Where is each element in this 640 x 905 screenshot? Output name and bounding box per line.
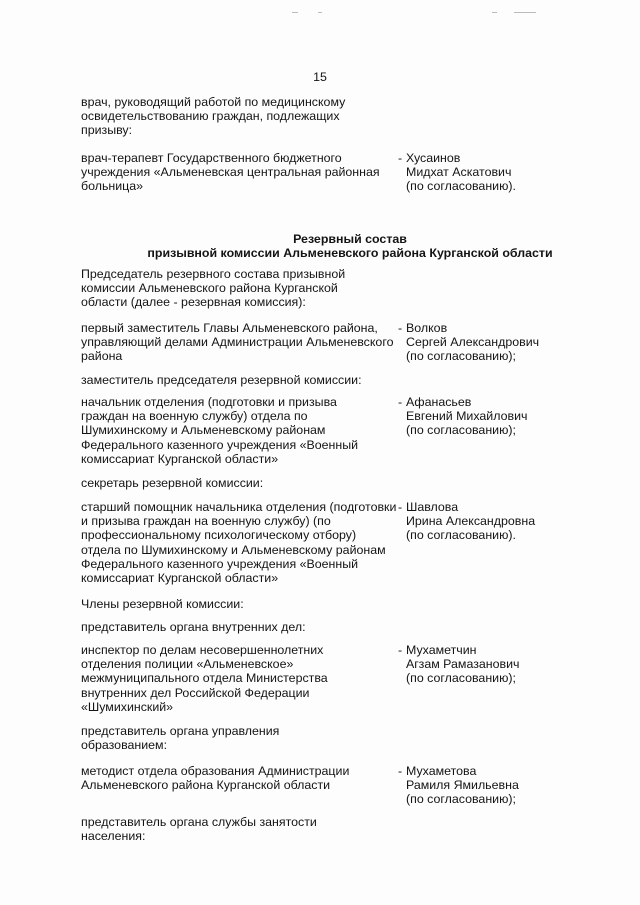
education-position: методист отдела образования Администрации Альменевского района Курганской области <box>81 764 350 793</box>
therapist-position: врач-терапевт Государственного бюджетного учреждения «Альменевская центральная районная больница» <box>81 151 380 194</box>
deputy-name: Евгений Михайлович <box>406 409 528 424</box>
scan-speck <box>514 12 536 13</box>
chairman-label: Председатель резервного состава призывной комиссии Альменевского района Курганской области (далее - резервная комиссия): <box>81 267 346 310</box>
first-deputy-position: первый заместитель Главы Альменевского района, управляющий делами Администрации Альменевского района <box>81 321 394 364</box>
education-person <box>406 764 519 807</box>
first-deputy-person <box>406 321 539 364</box>
police-note: (по согласованию); <box>406 671 516 686</box>
deputy-person <box>406 395 527 438</box>
secretary-surname: Шавлова <box>406 500 459 514</box>
deputy-dash: - <box>398 395 403 409</box>
page-number: 15 <box>313 70 327 84</box>
therapist-name: Мидхат Аскатович <box>406 165 512 180</box>
education-label: представитель органа управления образованием: <box>81 724 280 753</box>
secretary-name: Ирина Александровна <box>406 514 536 529</box>
deputy-note: (по согласованию); <box>406 423 516 438</box>
first-deputy-note: (по согласованию); <box>406 349 516 364</box>
first-deputy-dash: - <box>398 321 403 335</box>
police-label: представитель органа внутренних дел: <box>81 620 306 634</box>
police-name: Агзам Рамазанович <box>406 657 520 672</box>
scan-speck <box>492 12 497 13</box>
education-note: (по согласованию); <box>406 792 516 807</box>
secretary-position: старший помощник начальника отделения (подготовки и призыва граждан на военную службу) (по профессиональному психологическому отбору) отдела по Шумихинскому и Альменевскому районам Федерального казенного учреждения «Военный комиссариат Курганской области» <box>81 500 397 586</box>
secretary-dash: - <box>398 500 403 514</box>
section-heading-title: Резервный состав <box>293 232 407 246</box>
section-heading <box>60 232 640 260</box>
police-surname: Мухаметчин <box>406 643 477 657</box>
section-heading-subtitle: призывной комиссии Альменевского района Курганской области <box>147 246 553 261</box>
medical-chief-role: врач, руководящий работой по медицинскому освидетельствованию граждан, подлежащих призыву: <box>81 95 346 138</box>
education-surname: Мухаметова <box>406 764 477 778</box>
therapist-note: (по согласованию). <box>406 179 516 194</box>
police-position: инспектор по делам несовершеннолетних отделения полиции «Альменевское» межмуниципального отдела Министерства внутренних дел Российской Федерации «Шумихинский» <box>81 643 328 714</box>
employment-label: представитель органа службы занятости населения: <box>81 815 317 844</box>
therapist-surname: Хусаинов <box>406 151 461 165</box>
secretary-person <box>406 500 535 543</box>
secretary-note: (по согласованию). <box>406 528 516 543</box>
members-label: Члены резервной комиссии: <box>81 597 244 611</box>
therapist-person <box>406 151 516 194</box>
deputy-position: начальник отделения (подготовки и призыва граждан на военную службу) отдела по Шумихинскому и Альменевскому районам Федерального казенного учреждения «Военный комиссариат Курганской области» <box>81 395 359 466</box>
secretary-label: секретарь резервной комиссии: <box>81 476 264 490</box>
deputy-label: заместитель председателя резервной комиссии: <box>81 373 362 387</box>
scan-speck <box>318 12 322 13</box>
police-person <box>406 643 519 686</box>
education-dash: - <box>398 764 403 778</box>
first-deputy-surname: Волков <box>406 321 448 335</box>
therapist-dash: - <box>398 151 403 165</box>
deputy-surname: Афанасьев <box>406 395 472 409</box>
scan-speck <box>292 12 298 13</box>
police-dash: - <box>398 643 403 657</box>
education-name: Рамиля Ямильевна <box>406 778 519 793</box>
first-deputy-name: Сергей Александрович <box>406 335 540 350</box>
